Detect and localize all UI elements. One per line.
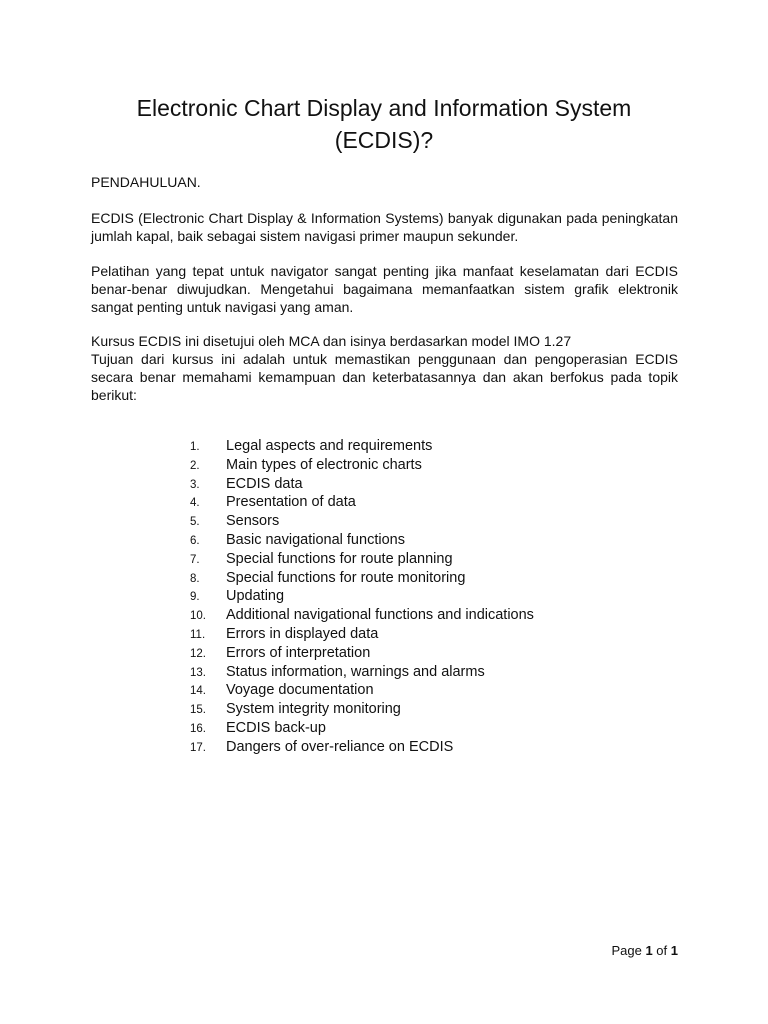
course-line-1: Kursus ECDIS ini disetujui oleh MCA dan isinya berdasarkan model IMO 1.27 [91,333,572,349]
topic-text: Main types of electronic charts [226,456,422,473]
title-line-1: Electronic Chart Display and Information System [136,95,632,121]
topic-item [190,532,534,551]
intro-paragraph-1-text: ECDIS (Electronic Chart Display & Information Systems) banyak digunakan pada peningkatan jumlah kapal, baik sebagai sistem navigasi primer maupun sekunder. [91,210,678,244]
topic-item [190,701,534,720]
topic-item [190,570,534,589]
topic-text: Special functions for route planning [226,550,453,567]
topic-text: Legal aspects and requirements [226,438,433,454]
heading-text: PENDAHULUAN. [91,174,201,190]
topic-text: ECDIS data [226,475,303,492]
intro-paragraph-1 [91,209,678,245]
topic-text: Dangers of over-reliance on ECDIS [226,738,454,755]
topic-item [190,645,534,664]
topic-item [190,494,534,513]
topic-item [190,682,534,701]
topic-text: Presentation of data [226,494,356,511]
topic-number: 9. [190,591,200,604]
topic-number: 7. [190,553,200,566]
topic-text: Special functions for route monitoring [226,569,466,586]
topic-item [190,438,534,457]
topic-number: 12. [190,647,206,660]
topic-number: 5. [190,516,200,529]
topic-item [190,720,534,739]
page-total: 1 [670,943,678,958]
topic-text: Errors of interpretation [226,644,371,661]
page-current: 1 [645,943,653,958]
topic-number: 3. [190,478,200,491]
course-paragraph [91,332,678,404]
intro-paragraph-2 [91,262,678,316]
topic-number: 4. [190,497,200,510]
topic-text: System integrity monitoring [226,701,401,718]
section-heading [91,173,678,191]
topic-text: Sensors [226,513,280,530]
course-line-2: Tujuan dari kursus ini adalah untuk memastikan penggunaan dan pengoperasian ECDIS secara benar memahami kemampuan dan keterbatasannya dan akan berfokus pada topik berikut: [91,351,678,403]
topic-text: ECDIS back-up [226,719,326,736]
topic-item [190,588,534,607]
topic-number: 11. [190,628,206,641]
topic-item [190,551,534,570]
topic-item [190,476,534,495]
topic-item [190,457,534,476]
topic-item [190,664,534,683]
page-number [611,943,678,959]
topic-number: 2. [190,459,200,472]
topic-item [190,626,534,645]
topic-number: 1. [190,441,200,453]
topic-text: Errors in displayed data [226,625,379,642]
document-title [60,92,708,156]
topic-number: 6. [190,534,200,547]
topic-number: 14. [190,685,206,698]
topic-item [190,513,534,532]
topic-item [190,607,534,626]
topic-text: Additional navigational functions and indications [226,607,534,624]
topic-number: 10. [190,610,206,623]
title-line-2: (ECDIS)? [334,127,434,153]
page-prefix: Page [611,943,646,958]
topic-number: 13. [190,666,206,679]
topic-number: 8. [190,572,200,585]
topic-text: Status information, warnings and alarms [226,663,485,680]
topic-number: 15. [190,704,206,717]
topic-list [190,438,534,758]
topic-text: Updating [226,588,285,605]
topic-item [190,739,534,758]
topic-text: Basic navigational functions [226,531,405,548]
topic-text: Voyage documentation [226,682,374,699]
intro-paragraph-2-text: Pelatihan yang tepat untuk navigator sangat penting jika manfaat keselamatan dari ECDIS benar-benar diwujudkan. Mengetahui bagaimana memanfaatkan sistem grafik elektronik sangat penting untuk navigasi yang aman. [91,263,678,315]
topic-number: 16. [190,722,206,735]
topic-number: 17. [190,741,206,754]
page-of: of [652,943,671,958]
